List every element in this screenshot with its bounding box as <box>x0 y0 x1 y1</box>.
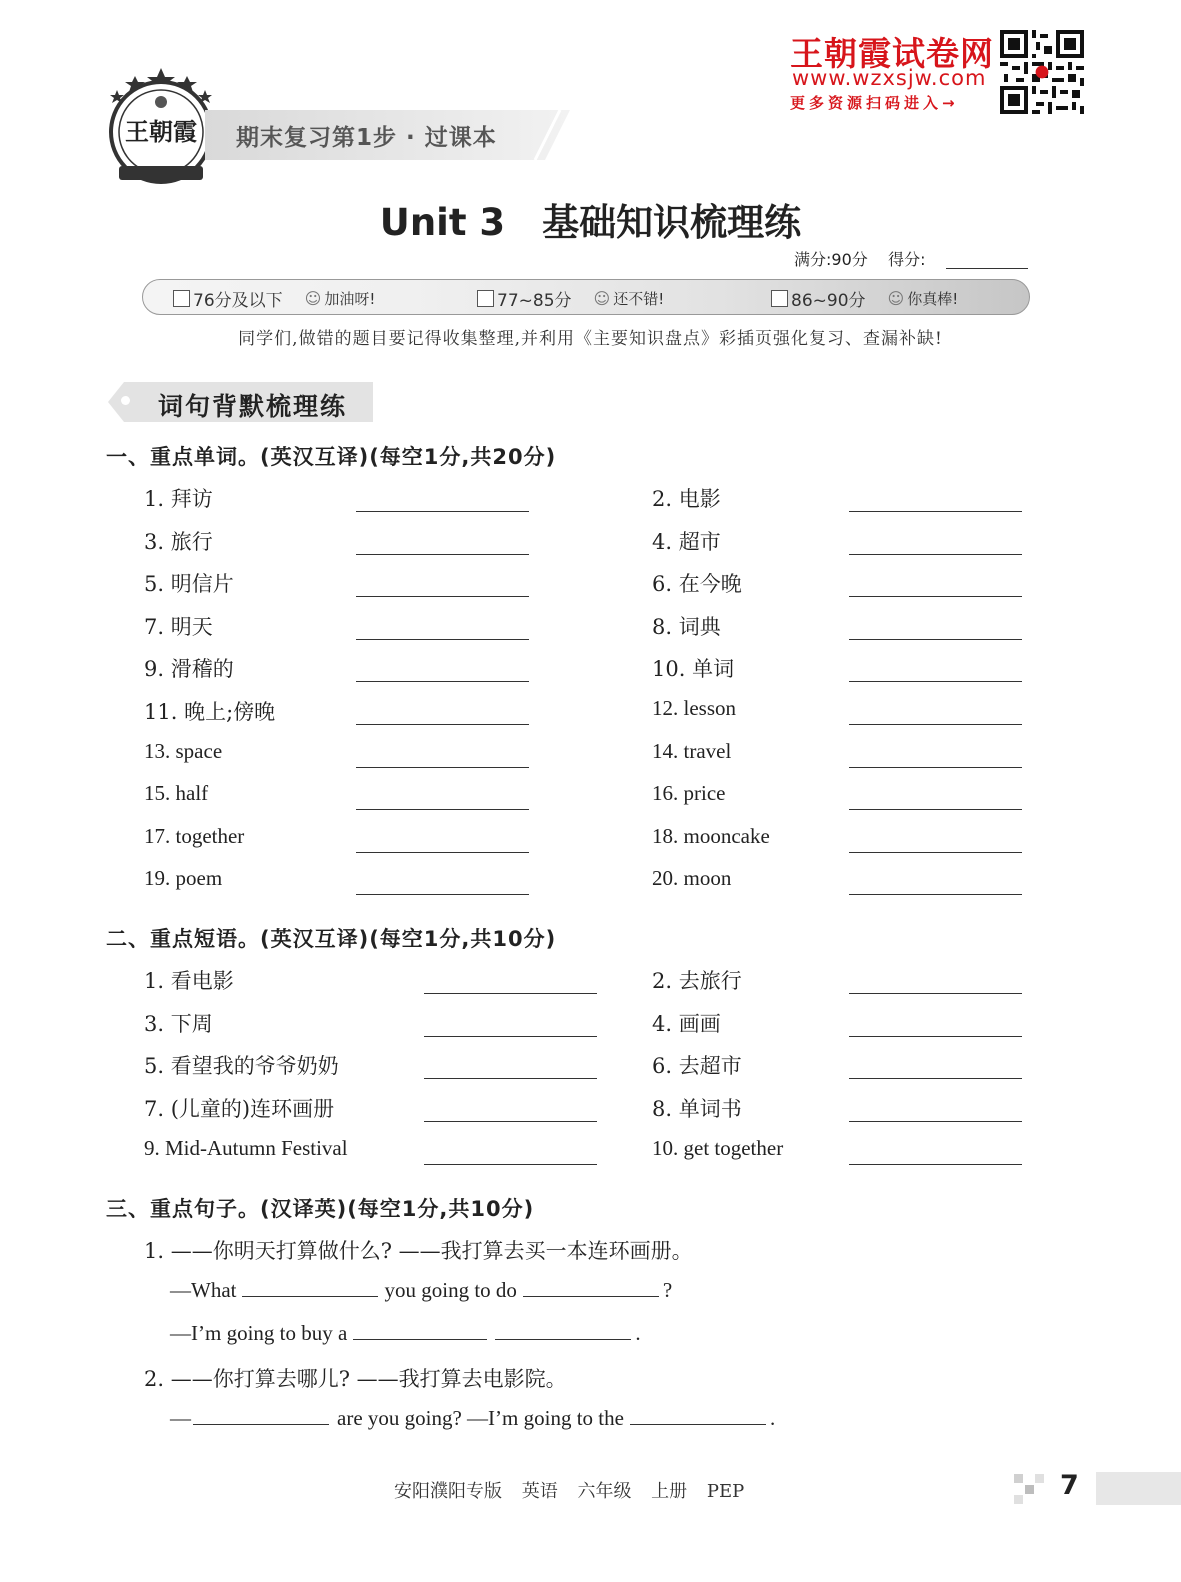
answer-blank[interactable] <box>356 639 529 640</box>
answer-blank[interactable] <box>356 809 529 810</box>
answer-blank[interactable] <box>424 1078 597 1079</box>
answer-blank[interactable] <box>356 681 529 682</box>
score-label: 得分: <box>888 250 926 269</box>
answer-blank[interactable] <box>849 894 1022 895</box>
answer-blank[interactable] <box>495 1321 631 1340</box>
part1-title: 一、重点单词。(英汉互译)(每空1分,共20分) <box>106 445 557 469</box>
full-score: 满分:90分 <box>794 250 868 269</box>
phrase-item: 7. (儿童的)连环画册 <box>144 1097 335 1121</box>
answer-blank[interactable] <box>356 554 529 555</box>
answer-blank[interactable] <box>849 1036 1022 1037</box>
word-item: 1. 拜访 <box>144 487 213 511</box>
reminder-text: 同学们,做错的题目要记得收集整理,并利用《主要知识盘点》彩插页强化复习、查漏补缺! <box>238 329 943 349</box>
sentence-1-line-b: —I’m going to buy a . <box>170 1321 641 1345</box>
word-item: 7. 明天 <box>144 615 213 639</box>
answer-blank[interactable] <box>424 993 597 994</box>
answer-blank[interactable] <box>424 1164 597 1165</box>
sentence-2-line-a: — are you going? —I’m going to the . <box>170 1406 776 1430</box>
qr-code-icon[interactable] <box>1000 30 1084 114</box>
word-item: 19. poem <box>144 866 223 890</box>
answer-blank[interactable] <box>849 809 1022 810</box>
answer-blank[interactable] <box>356 724 529 725</box>
answer-blank[interactable] <box>849 639 1022 640</box>
wangzhaoxia-logo <box>105 68 217 186</box>
answer-blank[interactable] <box>849 767 1022 768</box>
word-item: 16. price <box>652 781 726 805</box>
phrase-item: 2. 去旅行 <box>652 969 742 993</box>
answer-blank[interactable] <box>353 1321 487 1340</box>
smiley-icon: ☺ <box>593 289 611 308</box>
phrase-item: 8. 单词书 <box>652 1097 742 1121</box>
answer-blank[interactable] <box>849 681 1022 682</box>
answer-blank[interactable] <box>849 1078 1022 1079</box>
answer-blank[interactable] <box>849 1164 1022 1165</box>
answer-blank[interactable] <box>356 852 529 853</box>
word-item: 17. together <box>144 824 245 848</box>
rating-option-3[interactable]: 86~90分 ☺ 你真棒! <box>771 286 958 311</box>
page-title: Unit 3 基础知识梳理练 <box>379 201 802 244</box>
word-item: 8. 词典 <box>652 615 721 639</box>
step-label: 期末复习第1步 · 过课本 <box>236 125 497 151</box>
sentence-1-chinese: 1. ——你明天打算做什么? ——我打算去买一本连环画册。 <box>144 1239 693 1263</box>
brand-title: 王朝霞试卷网 <box>790 34 994 73</box>
answer-blank[interactable] <box>193 1406 329 1425</box>
part3-title: 三、重点句子。(汉译英)(每空1分,共10分) <box>106 1197 535 1221</box>
word-item: 10. 单词 <box>652 657 735 681</box>
brand-url[interactable]: www.wzxsjw.com <box>792 66 987 90</box>
phrase-item: 6. 去超市 <box>652 1054 742 1078</box>
word-item: 11. 晚上;傍晚 <box>144 700 276 724</box>
checkbox-icon[interactable] <box>477 290 494 307</box>
footer-decoration <box>1014 1474 1044 1504</box>
word-item: 3. 旅行 <box>144 530 213 554</box>
checkbox-icon[interactable] <box>771 290 788 307</box>
answer-blank[interactable] <box>424 1121 597 1122</box>
section-title: 词句背默梳理练 <box>158 392 348 421</box>
brand-note: 更多资源扫码进入→ <box>790 94 959 112</box>
word-item: 2. 电影 <box>652 487 721 511</box>
smiley-icon: ☺ <box>887 289 905 308</box>
phrase-item: 1. 看电影 <box>144 969 234 993</box>
score-line <box>794 247 926 270</box>
answer-blank[interactable] <box>242 1278 378 1297</box>
footer-edition: 安阳濮阳专版 英语 六年级 上册 PEP <box>394 1481 745 1502</box>
word-item: 14. travel <box>652 739 732 763</box>
word-item: 13. space <box>144 739 223 763</box>
phrase-item: 10. get together <box>652 1136 784 1160</box>
part2-title: 二、重点短语。(英汉互译)(每空1分,共10分) <box>106 927 557 951</box>
phrase-item: 5. 看望我的爷爷奶奶 <box>144 1054 339 1078</box>
word-item: 20. moon <box>652 866 732 890</box>
sentence-1-line-a: —What you going to do ? <box>170 1278 673 1302</box>
answer-blank[interactable] <box>849 511 1022 512</box>
tag-hole-icon <box>121 396 130 405</box>
answer-blank[interactable] <box>849 993 1022 994</box>
answer-blank[interactable] <box>849 596 1022 597</box>
answer-blank[interactable] <box>356 767 529 768</box>
word-item: 6. 在今晚 <box>652 572 742 596</box>
answer-blank[interactable] <box>849 852 1022 853</box>
word-item: 12. lesson <box>652 696 736 720</box>
footer-bar <box>1096 1472 1181 1505</box>
word-item: 18. mooncake <box>652 824 770 848</box>
page-number: 7 <box>1060 1470 1079 1501</box>
phrase-item: 3. 下周 <box>144 1012 213 1036</box>
answer-blank[interactable] <box>849 724 1022 725</box>
svg-text:王朝霞: 王朝霞 <box>125 117 197 146</box>
rating-bar <box>142 279 1030 315</box>
word-item: 4. 超市 <box>652 530 721 554</box>
answer-blank[interactable] <box>356 511 529 512</box>
answer-blank[interactable] <box>849 1121 1022 1122</box>
sentence-2-chinese: 2. ——你打算去哪儿? ——我打算去电影院。 <box>144 1367 567 1391</box>
score-blank[interactable] <box>946 268 1028 269</box>
smiley-icon: ☺ <box>304 289 322 308</box>
answer-blank[interactable] <box>849 554 1022 555</box>
word-item: 9. 滑稽的 <box>144 657 234 681</box>
word-item: 5. 明信片 <box>144 572 234 596</box>
phrase-item: 9. Mid-Autumn Festival <box>144 1136 348 1160</box>
answer-blank[interactable] <box>356 894 529 895</box>
answer-blank[interactable] <box>523 1278 659 1297</box>
word-item: 15. half <box>144 781 209 805</box>
checkbox-icon[interactable] <box>173 290 190 307</box>
rating-option-2[interactable]: 77~85分 ☺ 还不错! <box>477 286 664 311</box>
answer-blank[interactable] <box>424 1036 597 1037</box>
phrase-item: 4. 画画 <box>652 1012 721 1036</box>
answer-blank[interactable] <box>630 1406 766 1425</box>
rating-option-1[interactable]: 76分及以下 ☺ 加油呀! <box>173 286 375 311</box>
answer-blank[interactable] <box>356 596 529 597</box>
